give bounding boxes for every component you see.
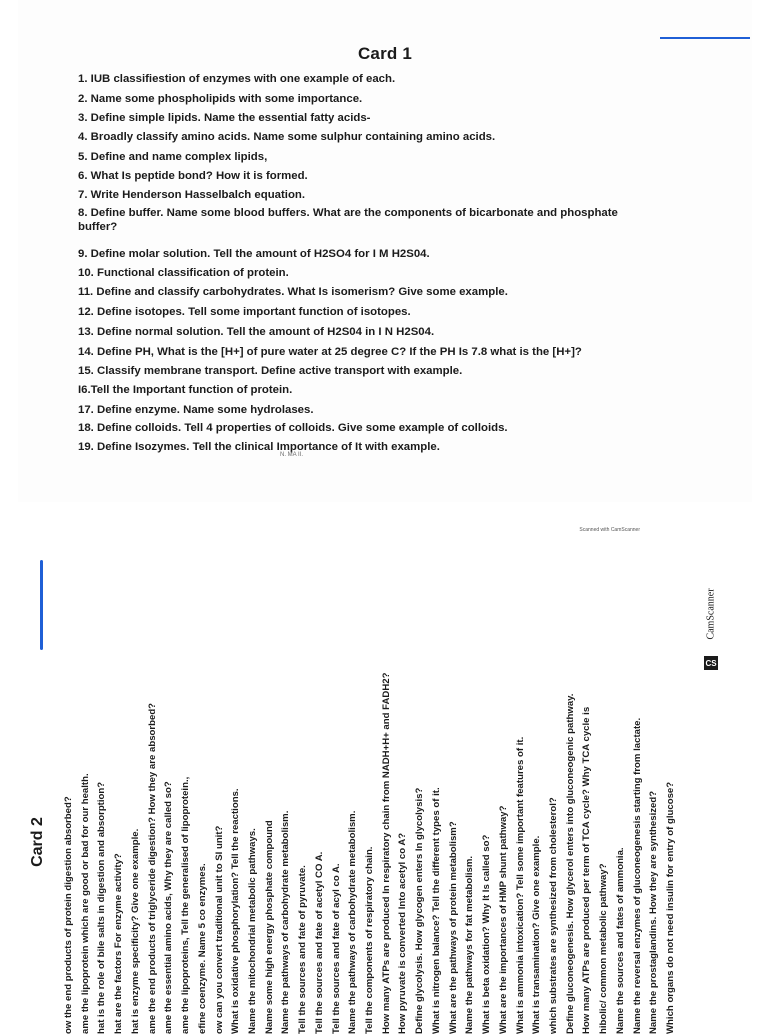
- card2-question-35: Name the reversal enzymes of gluconeogenesis starting from lactate.: [631, 717, 643, 1034]
- card2-question-12: Name the mitochondrial metabolic pathways.: [246, 828, 258, 1034]
- card2-question-20: How many ATPs are produced In respiratory chain from NADH+H+ and FADH2?: [380, 672, 392, 1034]
- card2-question-5: hat is enzyme specificity? Give one example.: [129, 828, 141, 1034]
- card2-question-8: ame the lipoproteins, Tell the generalised of lipoprotein.,: [180, 776, 192, 1034]
- card2-question-6: ame the end products of triglyceride digestion? How they are absorbed?: [146, 702, 158, 1034]
- card1-footer-mark: N. MA II.: [280, 452, 304, 458]
- card1-question-3: 3. Define simple lipids. Name the essential fatty acids-: [78, 112, 371, 124]
- card1-page: [18, 0, 752, 502]
- card2-question-34: Name the sources and fates of ammonia.: [614, 847, 626, 1034]
- card2-question-25: Name the pathways for fat metabolism.: [464, 855, 476, 1034]
- card1-question-11: 11. Define and classify carbohydrates. What Is isomerism? Give some example.: [78, 286, 508, 298]
- card1-question-8: 8. Define buffer. Name some blood buffers. What are the components of bicarbonate and phosphate buffer?: [78, 207, 618, 233]
- card2-question-23: What is nitrogen balance? Tell the different types of it.: [430, 787, 442, 1034]
- card2-question-1: ow the end products of protein digestion absorbed?: [63, 796, 74, 1034]
- card2-question-22: Define glycolysis. How glycogen enters In glycolysis?: [414, 787, 426, 1034]
- card2-question-32: How many ATPs are produced per term of TCA cycle? Why TCA cycle is: [581, 706, 593, 1034]
- card1-question-16: I6.Tell the Important function of protein.: [78, 384, 293, 396]
- card2-question-14: Name the pathways of carbohydrate metabolism.: [280, 810, 292, 1034]
- card2-question-7: ame the essential amino acids, Why they are called so?: [163, 781, 175, 1034]
- card1-question-9: 9. Define molar solution. Tell the amount of H2SO4 for I M H2S04.: [78, 248, 430, 260]
- card2-question-17: Tell the sources and fate of acyl co A.: [330, 863, 342, 1034]
- card2-question-9: efine coenzyme. Name 5 co enzymes.: [196, 863, 208, 1034]
- card2-question-36: Name the prostaglandins. How they are synthesized?: [648, 790, 660, 1034]
- camscanner-logo-icon: CS: [704, 656, 718, 670]
- card1-question-17: 17. Define enzyme. Name some hydrolases.: [78, 404, 314, 416]
- card1-question-5: 5. Define and name complex lipids,: [78, 151, 268, 163]
- card1-question-18: 18. Define colloids. Tell 4 properties of colloids. Give some example of colloids.: [78, 422, 508, 434]
- card1-question-4: 4. Broadly classify amino acids. Name some sulphur containing amino acids.: [78, 131, 496, 143]
- card1-question-6: 6. What Is peptide bond? How it is formed.: [78, 170, 308, 182]
- card2-question-30: which substrates are synthesized from cholesterol?: [547, 797, 559, 1034]
- card2-question-15: Tell the sources and fate of pyruvate.: [297, 865, 309, 1034]
- blue-marker-bar: [40, 560, 43, 650]
- card1-question-15: 15. Classify membrane transport. Define active transport with example.: [78, 365, 463, 377]
- card2-question-19: Tell the components of respiratory chain.: [364, 846, 375, 1034]
- card2-question-28: What is ammonia intoxication? Tell some important features of it.: [514, 736, 526, 1034]
- card1-title: Card 1: [357, 44, 413, 63]
- card2-question-2: ame the lipoprotein which are good or bad for our health.: [79, 773, 91, 1034]
- card1-question-12: 12. Define isotopes. Tell some important function of isotopes.: [78, 306, 411, 318]
- card2-question-13: Name some high energy phosphate compound: [263, 820, 275, 1034]
- card1-question-19: 19. Define Isozymes. Tell the clinical Importance of It with example.: [78, 441, 440, 453]
- card1-question-14: 14. Define PH, What is the [H+] of pure water at 25 degree C? If the PH Is 7.8 what is the [H+]?: [78, 346, 582, 358]
- card2-question-26: What is beta oxidation? Why It Is called so?: [481, 834, 493, 1034]
- card1-question-2: 2. Name some phospholipids with some importance.: [78, 93, 363, 105]
- card2-question-11: What is oxidative phosphorylation? Tell the reactions.: [230, 788, 242, 1034]
- card2-title: Card 2: [29, 817, 46, 867]
- card2-question-3: hat is the role of bile salts in digestion and absorption?: [96, 781, 108, 1034]
- card1-question-7: 7. Write Henderson Hasselbalch equation.: [78, 189, 306, 201]
- card1-question-10: 10. Functional classification of protein.: [78, 267, 289, 279]
- card1-question-1: 1. IUB classifiestion of enzymes with one example of each.: [78, 73, 396, 85]
- blue-marker-line: [660, 37, 750, 39]
- card2-question-10: ow can you convert traditional unit to SI unit?: [213, 825, 225, 1034]
- card2-question-37: Which organs do not need insulin for entry of glucose?: [665, 781, 676, 1034]
- card2-question-16: Tell the sources and fate of acetyl CO A.: [313, 851, 325, 1034]
- card2-question-4: hat are the factors For enzyme activity?: [113, 853, 125, 1034]
- card2-question-31: Define gluconeogenesis. How glycerol enters into gluconeogenic pathway.: [564, 693, 576, 1034]
- scan-note: Scanned with CamScanner: [579, 527, 640, 533]
- card1-question-13: 13. Define normal solution. Tell the amount of H2S04 in I N H2S04.: [78, 326, 435, 338]
- camscanner-brand: CamScanner: [705, 588, 717, 640]
- card2-question-24: What are the pathways of protein metabolism?: [447, 821, 459, 1034]
- card2-question-21: How pyruvate is converted Into acetyl co A?: [397, 832, 409, 1034]
- card2-question-29: What is transamination? Give one example.: [531, 835, 543, 1034]
- card2-question-27: What are the importances of HMP shunt pathway?: [497, 805, 509, 1034]
- card2-question-18: Name the pathways of carbohydrate metabolism.: [347, 810, 359, 1034]
- card2-question-33: hibolic/ common metabolic pathway?: [598, 863, 610, 1034]
